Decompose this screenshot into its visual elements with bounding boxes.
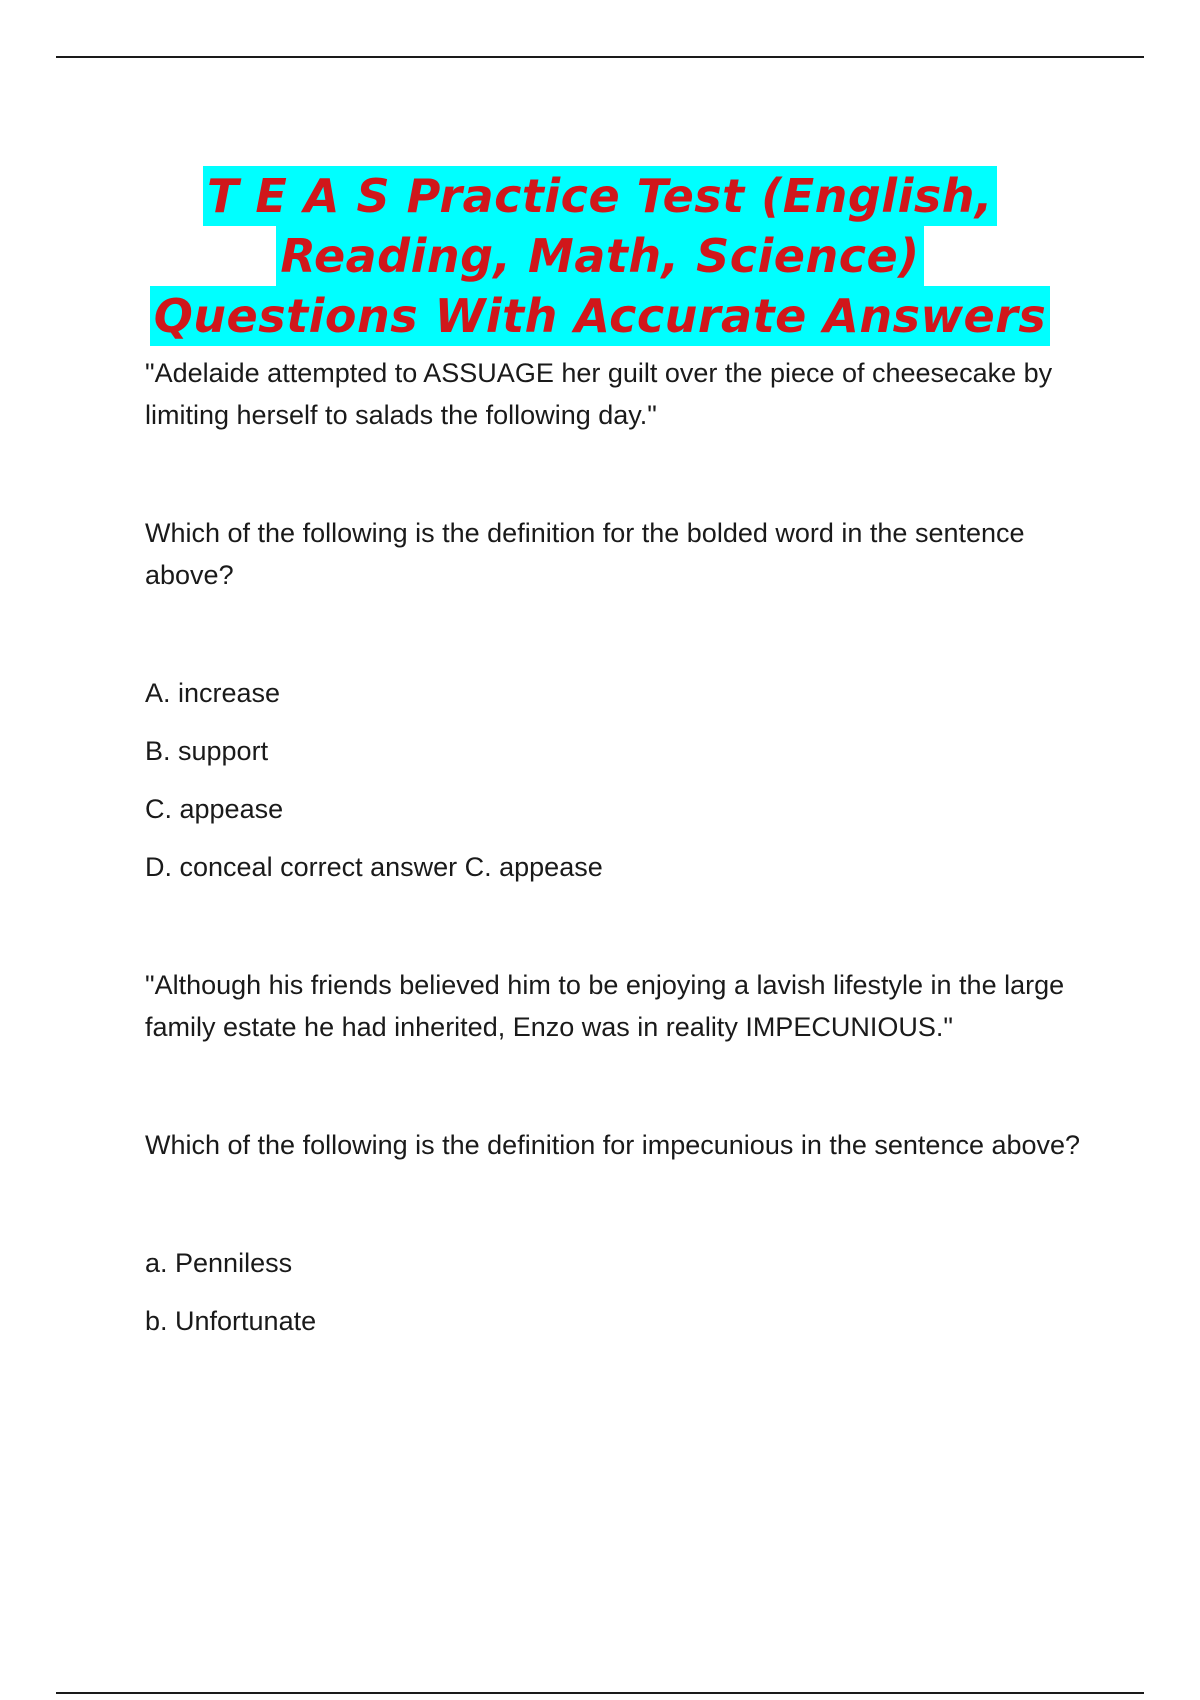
q2-sentence: "Although his friends believed him to be enjoying a lavish lifestyle in the large family estate he had inherited, Enzo was in reality IMPECUNIOUS." <box>145 970 1065 1042</box>
q1-option-a: A. increase <box>145 678 281 708</box>
top-rule <box>56 56 1144 58</box>
q1-option-c: C. appease <box>145 794 284 824</box>
q2-question: Which of the following is the definition for impecunious in the sentence above? <box>145 1130 1081 1160</box>
title-line-1: T E A S Practice Test (English, <box>203 166 997 226</box>
q1-option-b: B. support <box>145 736 269 766</box>
q1-sentence: "Adelaide attempted to ASSUAGE her guilt over the piece of cheesecake by limiting herself to salads the following day." <box>145 358 1053 430</box>
title-line-3: Questions With Accurate Answers <box>150 286 1051 346</box>
document-body <box>145 352 1095 1358</box>
q1-question: Which of the following is the definition for the bolded word in the sentence above? <box>145 518 1025 590</box>
bottom-rule <box>56 1692 1144 1694</box>
q1-option-d: D. conceal correct answer C. appease <box>145 852 603 882</box>
q2-option-b: b. Unfortunate <box>145 1306 317 1336</box>
title-line-2: Reading, Math, Science) <box>276 226 923 286</box>
q2-option-a: a. Penniless <box>145 1248 293 1278</box>
document-title <box>0 166 1200 346</box>
